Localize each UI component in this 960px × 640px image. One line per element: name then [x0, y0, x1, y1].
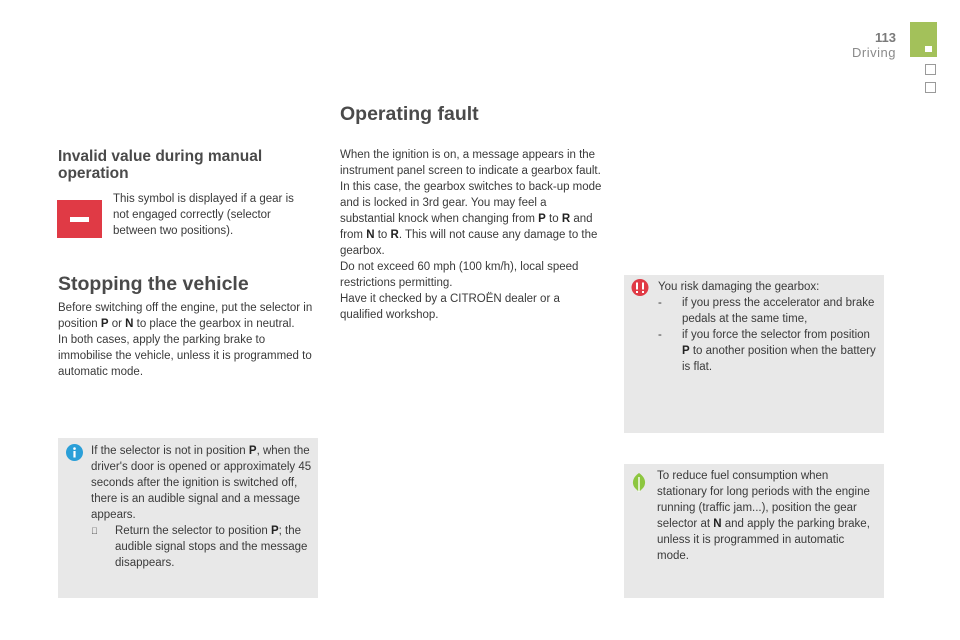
list-item: - if you force the selector from position P to another position when the battery is flat. [658, 329, 876, 373]
eco-tip-text: To reduce fuel consumption when stationary for long periods with the engine running (traffic jam...), position the gear selector at N and apply the parking brake, unless it is programmed in automatic mode. [657, 470, 870, 562]
chapter-tab[interactable] [925, 64, 936, 75]
list-item: Return the selector to position P; the audible signal stops and the message disappears. [115, 525, 308, 569]
page-number: 113 [875, 30, 896, 45]
invalid-value-heading: Invalid value during manual operation [58, 148, 263, 182]
info-text: If the selector is not in position P, when the driver's door is opened or approximately 45 seconds after the ignition is switched off, there is an audible signal and a message appears. Return the selector to position P; the audible signal stops and the message disappears. [91, 445, 312, 569]
list-item: - if you press the accelerator and brake pedals at the same time, [658, 297, 875, 325]
operating-fault-heading: Operating fault [340, 103, 479, 125]
chapter-tab-active[interactable] [910, 22, 937, 57]
gear-fault-warning-icon [57, 200, 102, 238]
info-bullet-list [91, 523, 313, 571]
eco-leaf-icon [631, 473, 647, 493]
operating-fault-text: When the ignition is on, a message appears in the instrument panel screen to indicate a gearbox fault. In this case, the gearbox switches to back-up mode and is locked in 3rd gear. You may feel a substantial knock when changing from P to R and from N to R. This will not cause any damage to the gearbox. Do not exceed 60 mph (100 km/h), local speed restrictions permitting. Have it checked by a CITROËN dealer or a qualified workshop. [340, 149, 602, 321]
info-box [58, 438, 318, 598]
chapter-tab[interactable] [925, 82, 936, 93]
info-icon [66, 444, 83, 461]
stopping-paragraph: Before switching off the engine, put the selector in position P or N to place the gearbox in neutral. In both cases, apply the parking brake to immobilise the vehicle, unless it is programmed to automatic mode. [58, 302, 313, 378]
tab-marker-icon [925, 46, 932, 52]
invalid-value-text: This symbol is displayed if a gear is not engaged correctly (selector between two positions). [113, 193, 294, 237]
stopping-heading: Stopping the vehicle [58, 273, 249, 295]
warning-text: You risk damaging the gearbox: - if you press the accelerator and brake pedals at the same time, - if you force the selector from position P to another position when the battery is flat. [658, 279, 878, 375]
warning-icon [631, 279, 649, 296]
eco-tip-box [624, 464, 884, 598]
warning-bullet-list [658, 295, 878, 375]
section-title: Driving [852, 45, 896, 60]
warning-box [624, 275, 884, 433]
